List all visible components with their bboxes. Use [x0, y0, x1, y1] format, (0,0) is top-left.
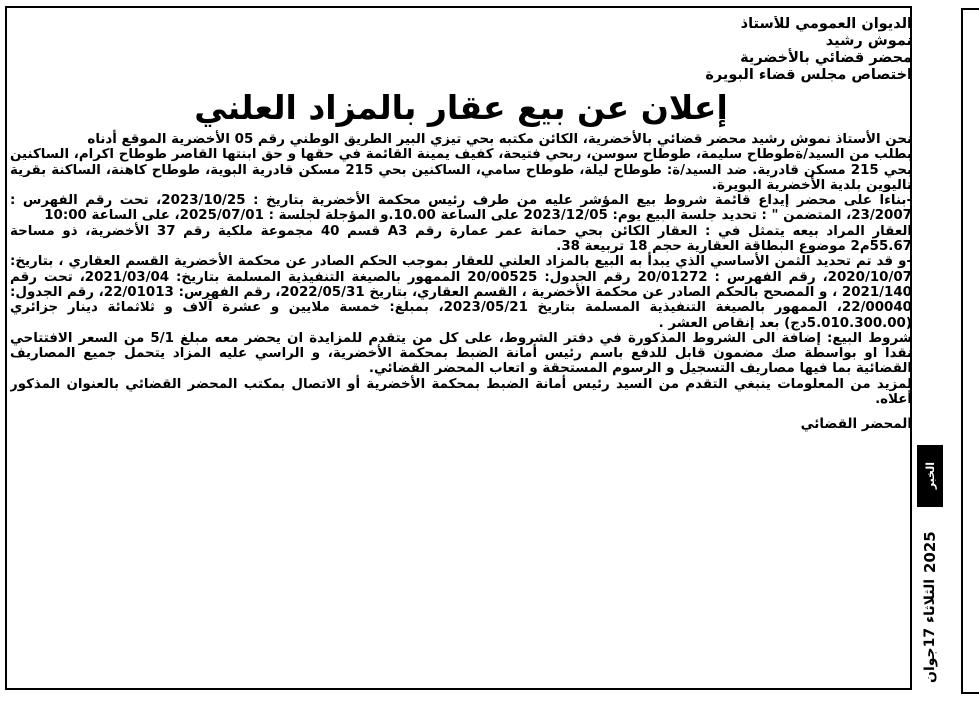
signature-label: المحضر القضائي — [800, 416, 912, 433]
issuer-header — [10, 16, 912, 84]
header-line-office: الديوان العمومي للأستاذ — [740, 16, 912, 32]
notice-title: إعلان عن بيع عقار بالمزاد العلني — [194, 88, 728, 127]
auction-notice — [10, 16, 912, 688]
paragraph-property: العقار المراد بيعه يتمثل في : العقار الكائن بحي حمانة عمر عمارة رقم A3 قسم 40 مجموعة ملكية رقم 37 الأخضرية، ذو مساحة 55.67م2 موضوع البطاقة العقارية حجم 18 تربيعة 38. — [10, 223, 912, 255]
issue-day-month: الثلاثاء 17جوان — [922, 579, 938, 684]
issue-date — [918, 520, 942, 695]
adjacent-column-edge — [961, 8, 979, 694]
paragraph-parties: بطلب من السيد/ةطوطاح سليمة، طوطاح سوسن، ربحي فتيحة، كفيف يمينة القائمة في حقها و حق ابنتها القاصر طوطاح اكرام، الساكنين بحي 215 مسكن قادرية. ضد السيد/ة: طوطاح ليلة، طوطاح سامي، الساكنين بحي 215 مسكن قادرية البوية، طوطاح كاهنة، الساكنة بقرية تاليوين بلدية الأخضرية البويرة. — [10, 147, 912, 193]
notice-body — [10, 132, 912, 433]
paragraph-conditions: شروط البيع: إضافة الى الشروط المذكورة في دفتر الشروط، على كل من يتقدم للمزايدة ان يحضر معه مبلغ 5/1 من السعر الافتتاحي نقدا او بواسطة صك مضمون قابل للدفع باسم رئيس أمانة الضبط بمحكمة الأخضرية، و الراسي عليه المزاد يتحمل جميع المصاريف القضائية بما فيها مصاريف التسجيل و الرسوم المستحقة و اتعاب المحضر القضائي. — [10, 330, 912, 377]
issue-year: 2025 — [921, 531, 939, 574]
paragraph-price: -و قد تم تحديد الثمن الأساسي الذي يبدأ به البيع بالمزاد العلني للعقار بموجب الحكم الصادر عن محكمة الأخضرية القسم العقاري ، بتاريخ: 2020/10/07، رقم الفهرس : 20/01272 رقم الجدول: 20/00525 الممهور بالصيغة التنفيذية المسلمة بتاريخ: 2021/03/04، تحت رقم 2021/140 ، و المصحح بالحكم الصادر عن محكمة الأخضرية ، القسم العقاري، بتاريخ 2022/05/31، رقم الفهرس: 22/01013، رقم الجدول: 22/00040، الممهور بالصيغة التنفيذية المسلمة بتاريخ 2023/05/21، بمبلغ: خمسة ملايين و عشرة آلاف و ثلاثمائة دينار جزائري (5.010.300.00دج) بعد إنقاص العشر . — [10, 254, 912, 331]
paragraph-intro: نحن الأستاذ نموش رشيد محضر قضائي بالأخضرية، الكائن مكتبه بحي تيزي البير الطريق الوطني رقم 05 الأخضرية الموقع أدناه — [87, 132, 912, 147]
header-line-name: نموش رشيد — [825, 33, 912, 49]
paragraph-info: لمزيد من المعلومات ينبغي التقدم من السيد رئيس أمانة الضبط بمحكمة الأخضرية أو الاتصال بمكتب المحضر القضائي بالعنوان المذكور أعلاه. — [10, 376, 912, 408]
header-line-jurisdiction: اختصاص مجلس قضاء البويرة — [705, 67, 912, 83]
paragraph-session: -بناءا على محضر إيداع قائمة شروط بيع المؤشر عليه من طرف رئيس محكمة الأخضرية بتاريخ : 2023/10/25، تحت رقم الفهرس : 23/2007، المتضمن " : تحديد جلسة البيع يوم: 2023/12/05 على الساعة 10.00.و المؤجلة لجلسة : 2025/07/01، على الساعة 10:00 — [10, 193, 912, 224]
header-line-role: محضر قضائي بالأخضرية — [740, 50, 912, 66]
newspaper-logo — [917, 445, 943, 507]
newspaper-side-strip — [917, 8, 943, 694]
logo-text: الخبر — [923, 462, 937, 490]
